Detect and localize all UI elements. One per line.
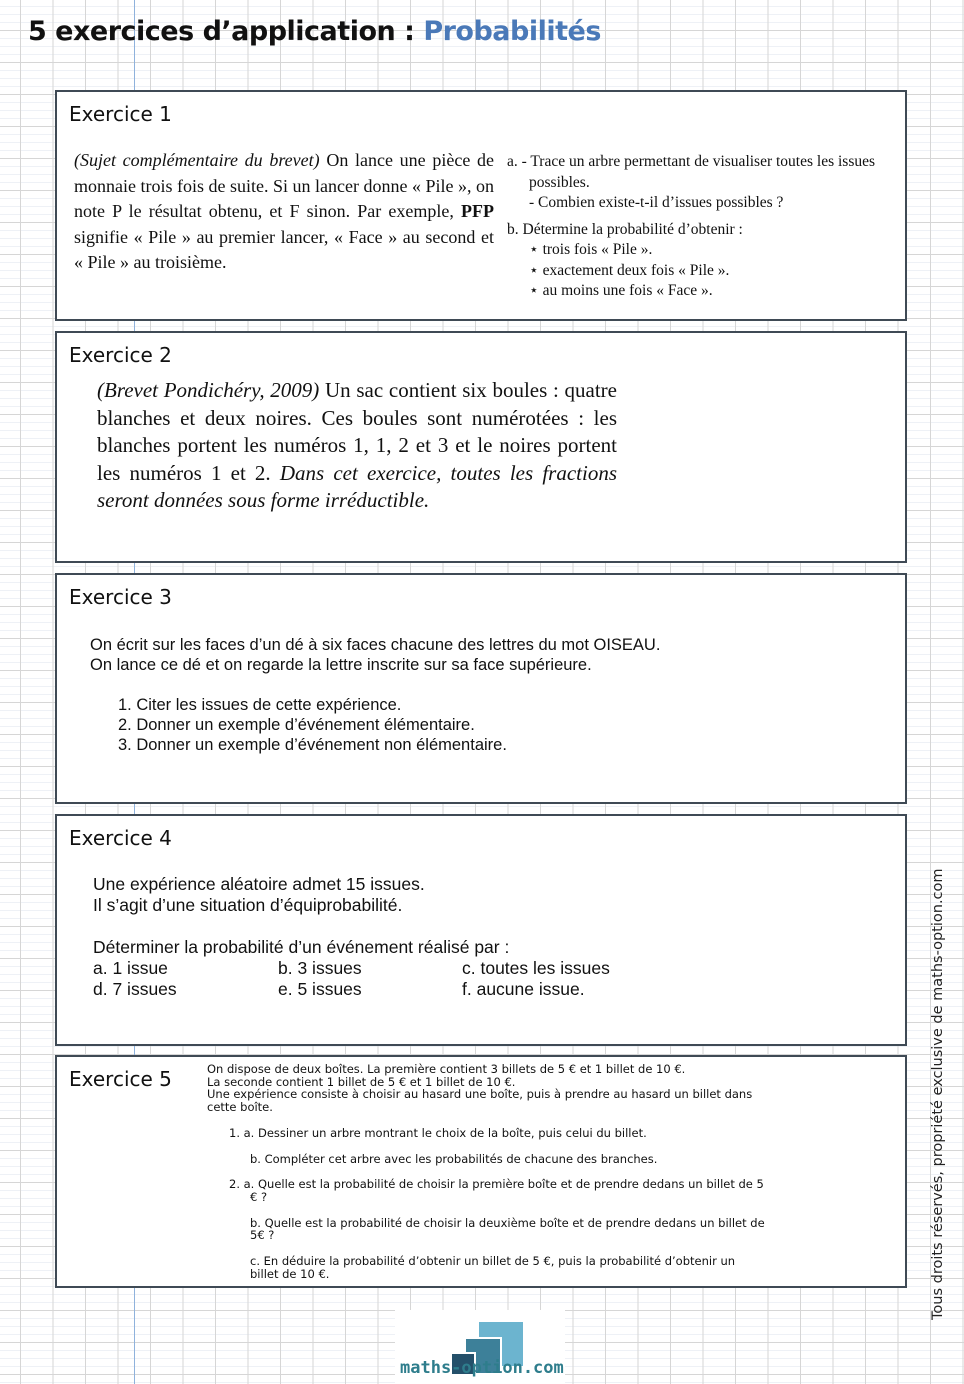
exercise-label: Exercice 5 [69,1067,172,1091]
exercise-2-statement [97,377,617,515]
option: e. 5 issues [278,979,362,999]
exercise-2 [55,331,907,563]
line: On lance ce dé et on regarde la lettre inscrite sur sa face supérieure. [90,656,592,674]
question: ⋆ trois fois « Pile ». [529,241,653,258]
bold-text: PFP [461,201,494,221]
exercise-label: Exercice 1 [69,102,172,126]
exercise-3 [55,573,907,804]
logo [395,1310,565,1384]
list-item: 2. Donner un exemple d’événement élémentaire. [118,716,475,734]
question: ⋆ exactement deux fois « Pile ». [529,261,730,279]
italic-text: Dans cet exercice, toutes les fractions seront données sous forme irréductible. [97,460,617,512]
logo-text: maths-option.com [400,1358,564,1378]
option: c. toutes les issues [462,958,610,978]
exercise-4 [55,814,907,1046]
line: La seconde contient 1 billet de 5 € et 1 billet de 10 €. [207,1074,516,1089]
exercise-3-statement [90,635,660,755]
list-item: b. Compléter cet arbre avec les probabilités de chacune des branches. [250,1151,658,1166]
line: On dispose de deux boîtes. La première contient 3 billets de 5 € et 1 billet de 10 €. [207,1062,686,1076]
source: (Sujet complémentaire du brevet) [74,150,320,170]
line: On écrit sur les faces d’un dé à six faces chacune des lettres du mot OISEAU. [90,636,661,654]
title-prefix: 5 exercices d’application : [28,16,424,47]
exercise-1-statement [74,148,494,276]
line: Une expérience consiste à choisir au hasard une boîte, puis à prendre au hasard un billet dans cette boîte. [207,1087,753,1115]
title-subject: Probabilités [423,16,601,47]
exercise-1-questions [507,152,902,302]
line: Une expérience aléatoire admet 15 issues. [93,874,425,894]
exercise-5-statement [207,1063,767,1280]
exercise-5 [55,1055,907,1288]
exercise-label: Exercice 2 [69,343,172,367]
exercise-1 [55,90,907,321]
line: Il s’agit d’une situation d’équiprobabilité. [93,895,403,915]
list-item: 2. a. Quelle est la probabilité de choisir la première boîte et de prendre dedans un billet de 5 € ? [229,1177,764,1204]
exercise-label: Exercice 3 [69,585,172,609]
question: b. Détermine la probabilité d’obtenir : [507,220,743,238]
exercise-label: Exercice 4 [69,826,172,850]
option: a. 1 issue [93,958,168,978]
exercise-4-statement [93,874,662,1000]
list-item: 1. Citer les issues de cette expérience. [118,696,402,714]
option: b. 3 issues [278,958,362,978]
question: ⋆ au moins une fois « Face ». [529,282,713,299]
list-item: c. En déduire la probabilité d’obtenir un billet de 5 €, puis la probabilité d’obtenir un billet de 10 €. [250,1254,736,1281]
option: f. aucune issue. [462,979,585,999]
text: signifie « Pile » au premier lancer, « Face » au second et « Pile » au troisième. [74,226,494,272]
list-item: b. Quelle est la probabilité de choisir la deuxième boîte et de prendre dedans un billet de 5€ ? [250,1215,765,1243]
question: - Combien existe-t-il d’issues possibles ? [529,194,784,211]
list-item: 1. a. Dessiner un arbre montrant le choix de la boîte, puis celui du billet. [229,1125,647,1140]
list-item: 3. Donner un exemple d’événement non élémentaire. [118,736,507,754]
text: Un sac contient six boules : quatre blanches et deux noires. Ces boules sont numérotées : les blanches portent les numéros 1, 1, 2 et 3 et le noires portent les numéros 1 et 2. [97,378,617,485]
copyright-watermark: Tous droits réservés, propriété exclusive de maths-option.com [930,868,946,1320]
source: (Brevet Pondichéry, 2009) [97,378,320,402]
page-title [28,16,601,47]
question: a. - Trace un arbre permettant de visualiser toutes les issues possibles. [507,153,876,191]
option: d. 7 issues [93,979,177,999]
question: Déterminer la probabilité d’un événement réalisé par : [93,937,510,957]
text: On lance une pièce de monnaie trois fois de suite. Si un lancer donne « Pile », on note P le résultat obtenu, et F sinon. Par exemple, [74,150,494,221]
